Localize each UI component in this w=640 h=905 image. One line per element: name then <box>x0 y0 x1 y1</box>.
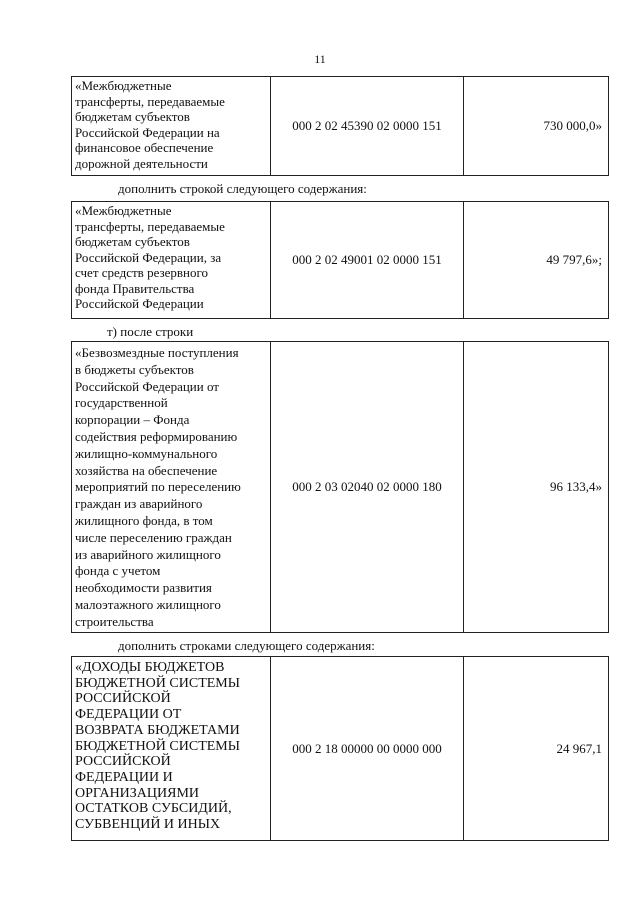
row-name-line: бюджетам субъектов <box>75 109 190 124</box>
row-name-line: ОРГАНИЗАЦИЯМИ <box>75 785 200 801</box>
row-name-line: фонда Правительства <box>75 280 195 296</box>
row-name-line: строительства <box>75 613 154 629</box>
row-name-line: трансферты, передаваемые <box>75 93 225 109</box>
row-code: 000 2 03 02040 02 0000 180 <box>271 342 464 632</box>
row-name-line: необходимости развития <box>75 580 212 596</box>
table-row <box>71 76 609 176</box>
row-name-line: БЮДЖЕТНОЙ СИСТЕМЫ <box>75 675 240 691</box>
row-amount: 730 000,0» <box>543 118 602 133</box>
instruction-text: дополнить строкой следующего содержания: <box>118 181 367 196</box>
row-name-line: ФЕДЕРАЦИИ И <box>75 769 173 785</box>
table-row <box>71 201 609 319</box>
row-code: 000 2 02 45390 02 0000 151 <box>271 77 464 175</box>
row-name-line: Российской Федерации на <box>75 124 220 140</box>
row-name <box>72 657 271 840</box>
row-name-line: ВОЗВРАТА БЮДЖЕТАМИ <box>75 722 240 738</box>
row-name-line: жилищного фонда, в том <box>75 512 213 528</box>
row-name-line: Российской Федерации <box>75 296 204 311</box>
row-name <box>72 77 271 175</box>
row-name-line: ФЕДЕРАЦИИ ОТ <box>75 707 182 723</box>
row-amount: 49 797,6»; <box>546 252 602 267</box>
row-amount: 96 133,4» <box>550 479 602 494</box>
row-name-line: числе переселению граждан <box>75 529 232 545</box>
row-name-line: трансферты, передаваемые <box>75 218 225 234</box>
row-name-line: мероприятий по переселению <box>75 479 241 495</box>
instruction-text: дополнить строками следующего содержания: <box>118 638 375 653</box>
row-name-line: «ДОХОДЫ БЮДЖЕТОВ <box>75 660 225 675</box>
row-code: 000 2 02 49001 02 0000 151 <box>271 202 464 318</box>
row-name-line: из аварийного жилищного <box>75 546 221 562</box>
row-name-line: граждан из аварийного <box>75 496 203 512</box>
row-name-line: хозяйства на обеспечение <box>75 462 218 478</box>
row-name-line: РОССИЙСКОЙ <box>75 754 171 770</box>
row-name-line: счет средств резервного <box>75 265 209 280</box>
row-name-line: содействия реформированию <box>75 428 238 444</box>
row-name-line: дорожной деятельности <box>75 155 208 171</box>
row-name-line: «Межбюджетные <box>75 203 172 218</box>
row-name-line: жилищно-коммунального <box>75 445 218 461</box>
row-name-line: корпорации – Фонда <box>75 412 190 428</box>
row-name-line: БЮДЖЕТНОЙ СИСТЕМЫ <box>75 738 240 754</box>
row-name-line: малоэтажного жилищного <box>75 596 221 612</box>
row-code: 000 2 18 00000 00 0000 000 <box>271 657 464 840</box>
row-name-line: финансовое обеспечение <box>75 140 214 155</box>
row-name-line: «Межбюджетные <box>75 78 172 93</box>
row-name-line: РОССИЙСКОЙ <box>75 691 171 707</box>
row-name-line: бюджетам субъектов <box>75 234 190 249</box>
row-name-line: Российской Федерации от <box>75 378 219 394</box>
row-name-line: фонда с учетом <box>75 563 161 579</box>
row-name-line: государственной <box>75 395 168 411</box>
row-name-line: Российской Федерации, за <box>75 249 222 265</box>
row-name <box>72 342 271 632</box>
page-number: 11 <box>314 52 326 66</box>
instruction-text: т) после строки <box>107 324 194 339</box>
row-name-line: ОСТАТКОВ СУБСИДИЙ, <box>75 801 232 817</box>
row-name-line: СУБВЕНЦИЙ И ИНЫХ <box>75 817 221 833</box>
table-row <box>71 341 609 633</box>
table-row <box>71 656 609 841</box>
row-name-line: «Безвозмездные поступления <box>75 345 239 360</box>
row-name <box>72 202 271 318</box>
row-amount: 24 967,1 <box>556 740 602 756</box>
row-name-line: в бюджеты субъектов <box>75 361 194 377</box>
